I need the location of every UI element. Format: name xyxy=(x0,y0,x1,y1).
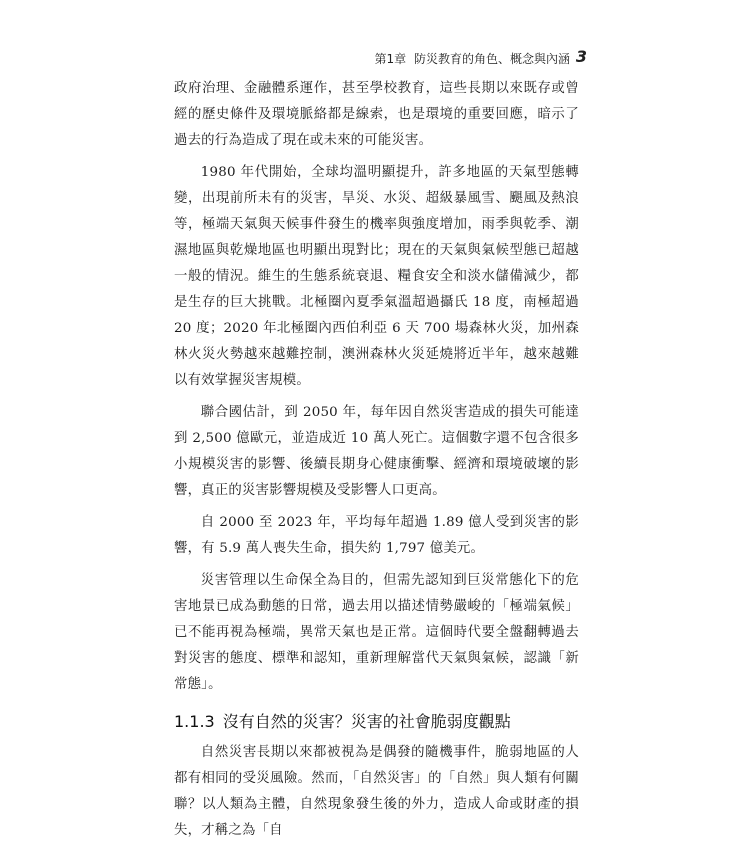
section-number: 1.1.3 xyxy=(174,712,215,731)
page-number: 3 xyxy=(575,47,587,66)
paragraph-5: 災害管理以生命保全為目的，但需先認知到巨災常態化下的危害地景已成為動態的日常，過去用以描述情勢嚴峻的「極端氣候」已不能再視為極端，異常天氣也是正常。這個時代要全盤翻轉過去對災害的態度、標準和認知，重新理解當代天氣與氣候，認識「新常態」。 xyxy=(174,573,579,692)
running-header xyxy=(374,47,587,67)
chapter-title: 防災教育的角色、概念與內涵 xyxy=(413,52,570,66)
paragraph-3: 聯合國估計，到 2050 年，每年因自然災害造成的損失可能達到 2,500 億歐元，並造成近 10 萬人死亡。這個數字還不包含很多小規模災害的影響、後續長期身心健康衝擊、經濟和環境破壞的影響，真正的災害影響規模及受影響人口更高。 xyxy=(174,405,579,498)
paragraph-2: 1980 年代開始，全球均溫明顯提升，許多地區的天氣型態轉變，出現前所未有的災害，旱災、水災、超級暴風雪、颶風及熱浪等，極端天氣與天候事件發生的機率與強度增加，雨季與乾季、潮濕地區與乾燥地區也明顯出現對比；現在的天氣與氣候型態已超越一般的情況。維生的生態系統衰退、糧食安全和淡水儲備減少，都是生存的巨大挑戰。北極圈內夏季氣溫超過攝氏 18 度，南極超過 20 度；2020 年北極圈內西伯利亞 6 天 700 場森林火災，加州森林火災火勢越來越難控制，澳洲森林火災延燒將近半年，越來越難以有效掌握災害規模。 xyxy=(174,165,579,388)
paragraph-4: 自 2000 至 2023 年，平均每年超過 1.89 億人受到災害的影響，有 5.9 萬人喪失生命，損失約 1,797 億美元。 xyxy=(174,515,579,556)
paragraph-1: 政府治理、金融體系運作，甚至學校教育，這些長期以來既存或曾經的歷史條件及環境脈絡都是線索，也是環境的重要回應，暗示了過去的行為造成了現在或未來的可能災害。 xyxy=(174,81,579,148)
chapter-label: 第1章 xyxy=(374,52,407,66)
page-body xyxy=(174,76,579,850)
section-title: 沒有自然的災害？災害的社會脆弱度觀點 xyxy=(222,712,511,731)
section-heading xyxy=(174,710,579,734)
paragraph-6: 自然災害長期以來都被視為是偶發的隨機事件，脆弱地區的人都有相同的受災風險。然而，「自然災害」的「自然」與人類有何關聯？以人類為主體，自然現象發生後的外力，造成人命或財產的損失，才稱之為「自 xyxy=(174,745,579,838)
